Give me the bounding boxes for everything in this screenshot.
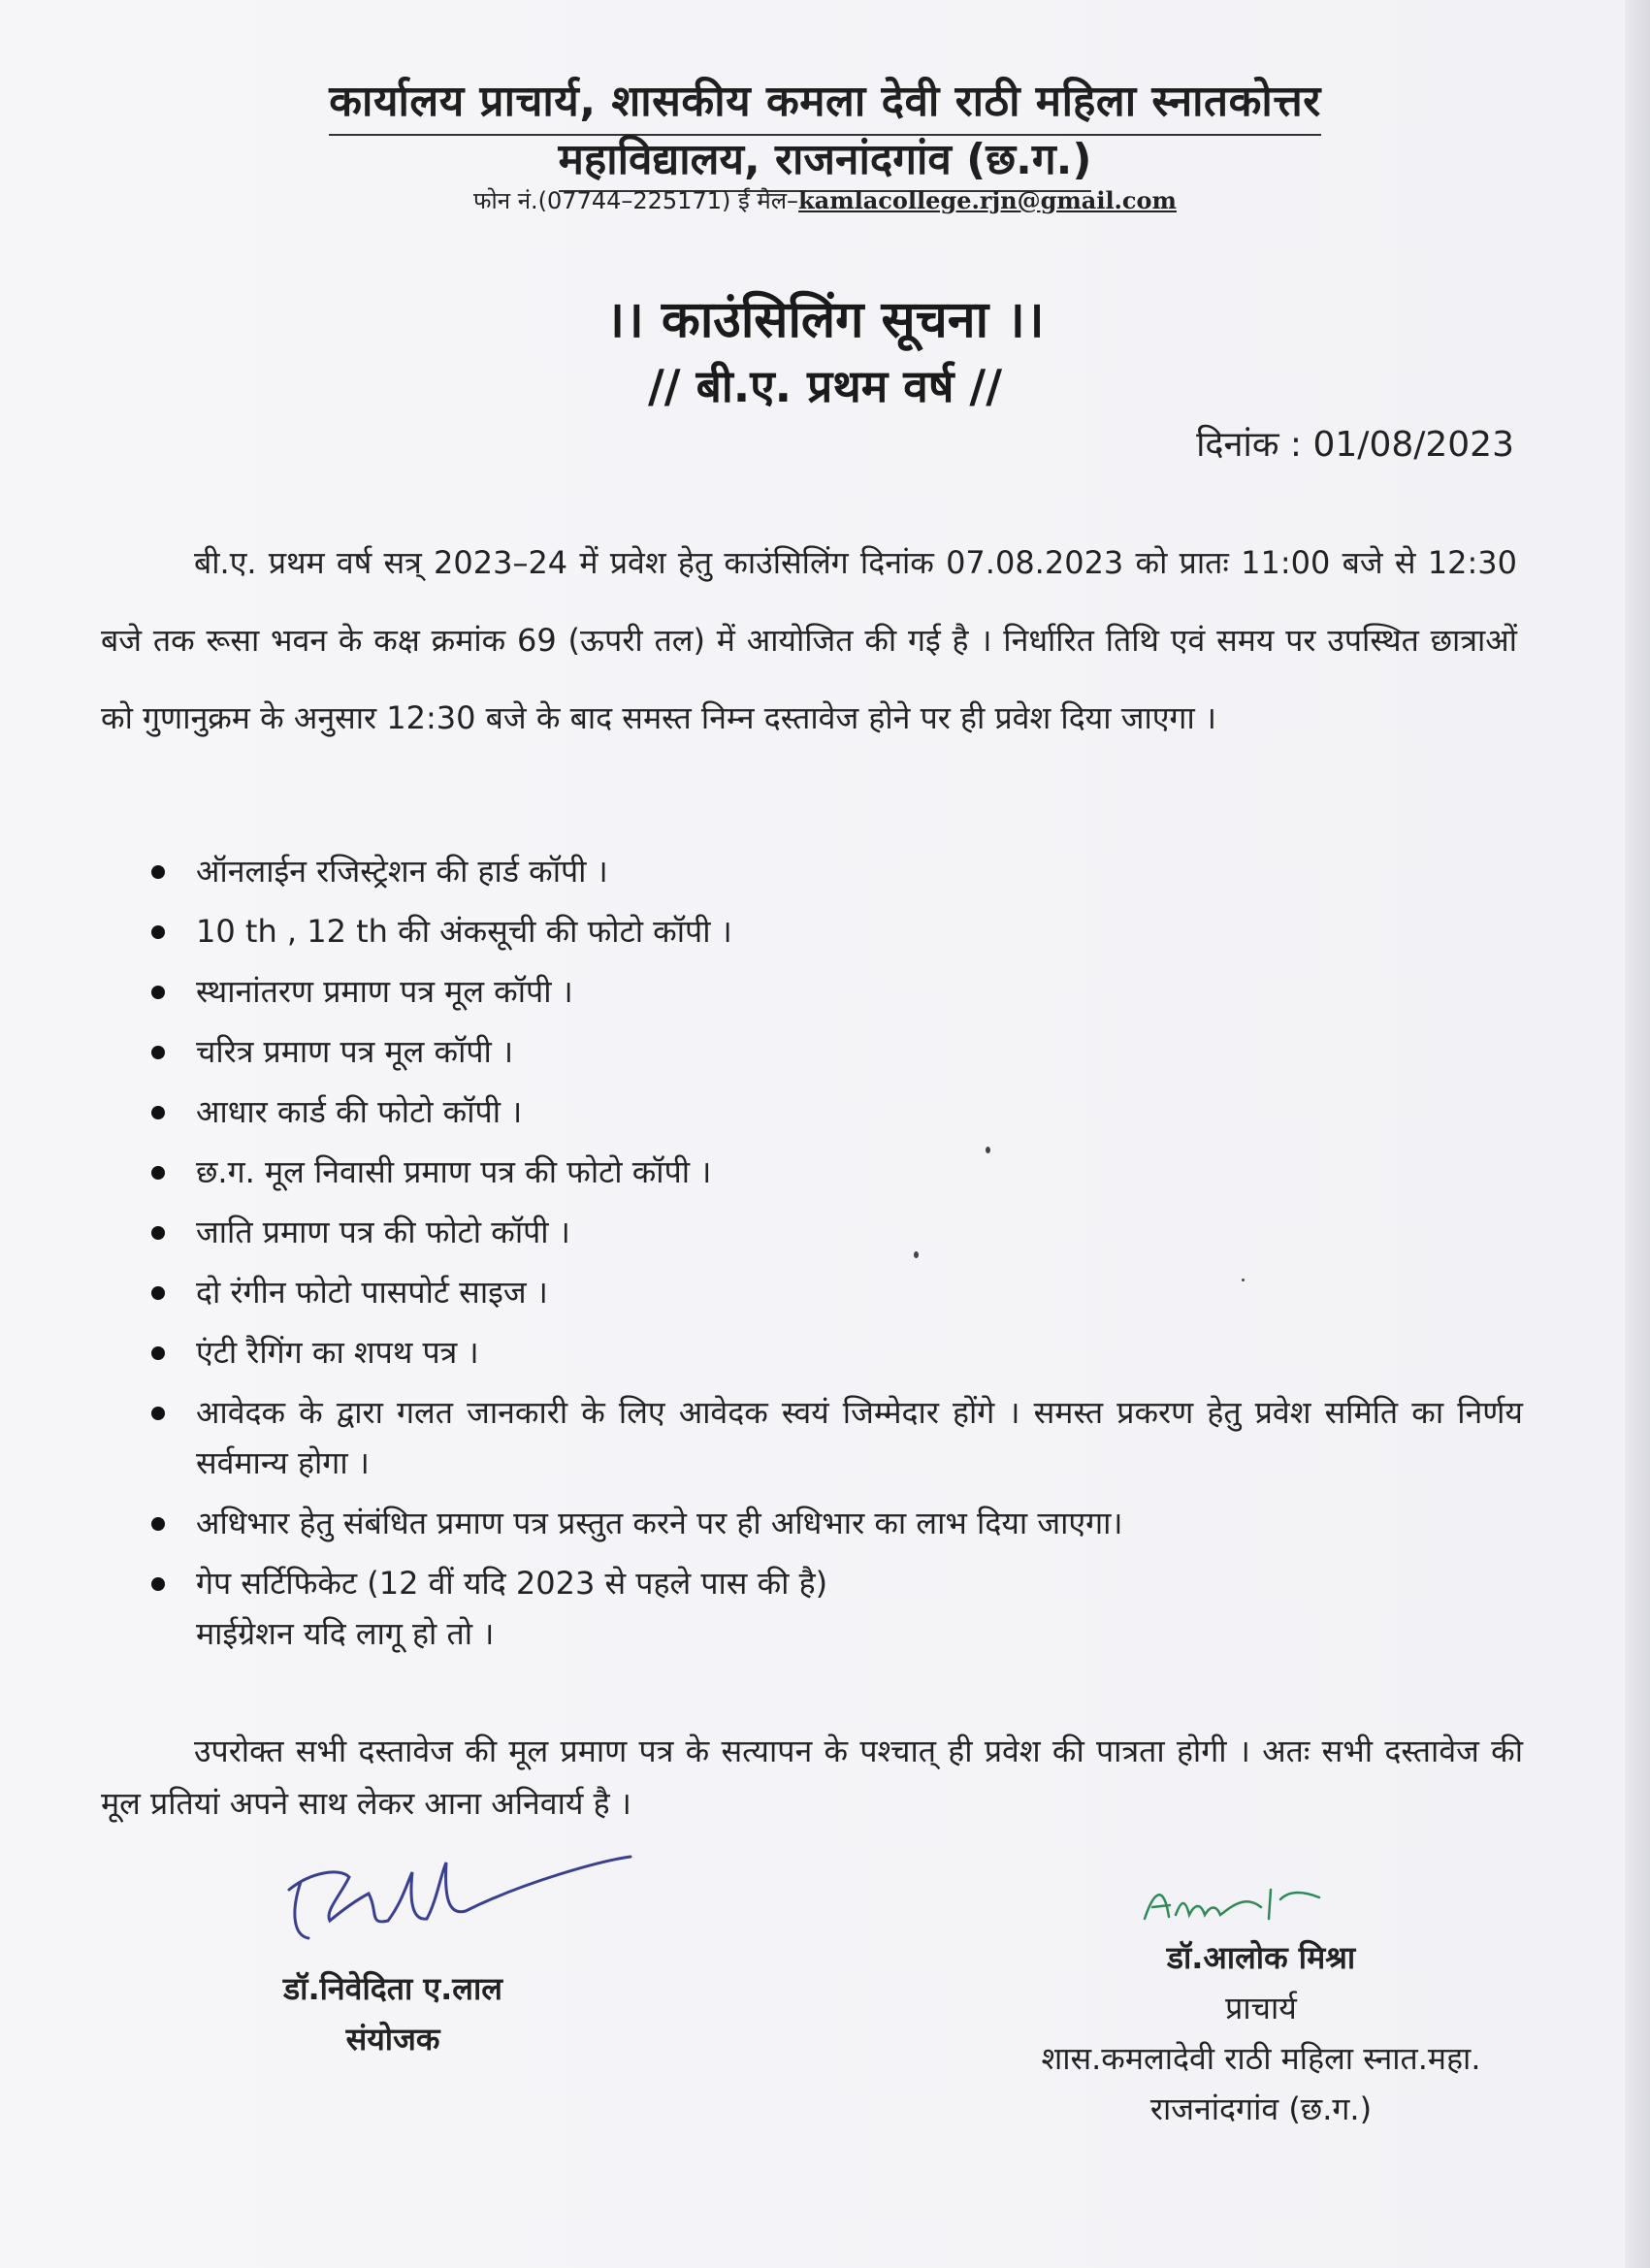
email-address: kamlacollege.rjn@gmail.com (798, 186, 1177, 214)
coordinator-block (233, 1963, 553, 2064)
list-item: स्थानांतरण प्रमाण पत्र मूल कॉपी । (146, 966, 1523, 1017)
coordinator-name: डॉ.निवेदिता ए.लाल (283, 1970, 502, 2007)
principal-place: राजनांदगांव (छ.ग.) (1149, 2090, 1373, 2127)
notice-date: दिनांक : 01/08/2023 (1196, 425, 1514, 465)
notice-title: ।। काउंसिलिंग सूचना ।। (605, 291, 1045, 349)
required-documents-list (146, 846, 1523, 1669)
principal-name: डॉ.आलोक मिश्रा (1166, 1939, 1356, 1976)
office-heading-line1: कार्यालय प्राचार्य, शासकीय कमला देवी राठी महिला स्नातकोत्तर (0, 70, 1650, 136)
principal-role: प्राचार्य (1225, 1990, 1297, 2026)
scan-speck (986, 1147, 990, 1153)
list-item-line1: गेप सर्टिफिकेट (12 वीं यदि 2023 से पहले पास की है) (196, 1565, 828, 1602)
contact-line (0, 184, 1650, 216)
list-item: 10 th , 12 th की अंकसूची की फोटो कॉपी । (146, 906, 1523, 956)
list-item (146, 1558, 1523, 1659)
list-item: दो रंगीन फोटो पासपोर्ट साइज । (146, 1267, 1523, 1317)
list-item: ऑनलाईन रजिस्ट्रेशन की हार्ड कॉपी । (146, 846, 1523, 896)
intro-paragraph: बी.ए. प्रथम वर्ष सत्र् 2023–24 में प्रवेश हेतु काउंसिलिंग दिनांक 07.08.2023 को प्रातः 11:00 बजे से 12:30 बजे तक रूसा भवन के कक्ष क्रमांक 69 (ऊपरी तल) में आयोजित की गई है । निर्धारित तिथि एवं समय पर उपस्थित छात्राओं को गुणानुक्रम के अनुसार 12:30 बजे के बाद समस्त निम्न दस्तावेज होने पर ही प्रवेश दिया जाएगा । (101, 544, 1517, 736)
principal-college: शास.कमलादेवी राठी महिला स्नात.महा. (1041, 2040, 1481, 2077)
scan-speck (1242, 1279, 1245, 1281)
list-item: आधार कार्ड की फोटो कॉपी । (146, 1086, 1523, 1137)
scan-speck (914, 1251, 919, 1258)
coordinator-signature (233, 1843, 640, 1960)
notice-subtitle: // बी.ए. प्रथम वर्ष // (647, 360, 1003, 412)
list-item: जाति प्रमाण पत्र की फोटो कॉपी । (146, 1207, 1523, 1257)
list-item: एंटी रैगिंग का शपथ पत्र । (146, 1327, 1523, 1377)
office-heading-line2: महाविद्यालय, राजनांदगांव (छ.ग.) (0, 128, 1650, 192)
email-label: ई मेल– (738, 187, 799, 214)
list-item: छ.ग. मूल निवासी प्रमाण पत्र की फोटो कॉपी । (146, 1147, 1523, 1197)
coordinator-role: संयोजक (345, 2021, 440, 2057)
list-item-line2: माईग्रेशन यदि लागू हो तो । (196, 1615, 495, 1652)
phone-number: फोन नं.(07744–225171) (473, 187, 731, 214)
closing-paragraph: उपरोक्त सभी दस्तावेज की मूल प्रमाण पत्र के सत्यापन के पश्चात् ही प्रवेश की पात्रता होगी । अतः सभी दस्तावेज की मूल प्रतियां अपने साथ लेकर आना अनिवार्य है । (101, 1733, 1523, 1822)
list-item: चरित्र प्रमाण पत्र मूल कॉपी । (146, 1026, 1523, 1077)
list-item: आवेदक के द्वारा गलत जानकारी के लिए आवेदक स्वयं जिम्मेदार होंगे । समस्त प्रकरण हेतु प्रवेश समिति का निर्णय सर्वमान्य होगा । (146, 1387, 1523, 1488)
principal-signature (1135, 1870, 1329, 1938)
principal-block (970, 1932, 1552, 2134)
list-item: अधिभार हेतु संबंधित प्रमाण पत्र प्रस्तुत करने पर ही अधिभार का लाभ दिया जाएगा। (146, 1498, 1523, 1548)
